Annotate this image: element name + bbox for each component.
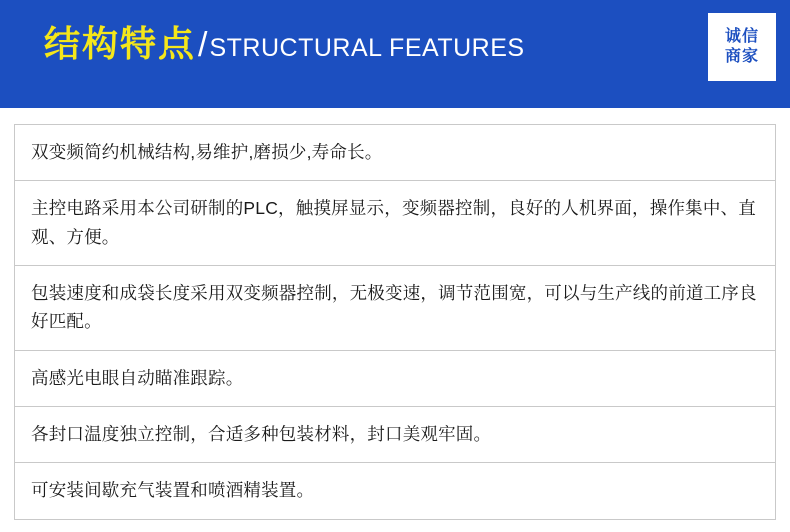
header-title (44, 23, 525, 64)
badge-line-1: 诚信 (724, 28, 759, 45)
list-item: 各封口温度独立控制，合适多种包装材料，封口美观牢固。 (15, 407, 775, 463)
list-item: 高感光电眼自动瞄准跟踪。 (15, 351, 775, 407)
badge-line-2: 商家 (724, 48, 759, 65)
title-separator: / (198, 26, 208, 64)
trusted-merchant-badge (708, 13, 776, 81)
page-title-en: STRUCTURAL FEATURES (209, 34, 525, 62)
list-item: 主控电路采用本公司研制的PLC，触摸屏显示，变频器控制，良好的人机界面，操作集中、直观、方便。 (15, 181, 775, 266)
page-title-cn: 结构特点 (44, 23, 197, 64)
list-item: 包装速度和成袋长度采用双变频器控制，无极变速，调节范围宽，可以与生产线的前道工序良好匹配。 (15, 266, 775, 351)
feature-list (14, 124, 776, 520)
list-item: 可安装间歇充气装置和喷酒精装置。 (15, 463, 775, 519)
list-item: 双变频简约机械结构,易维护,磨损少,寿命长。 (15, 125, 775, 181)
page-header (0, 0, 790, 108)
